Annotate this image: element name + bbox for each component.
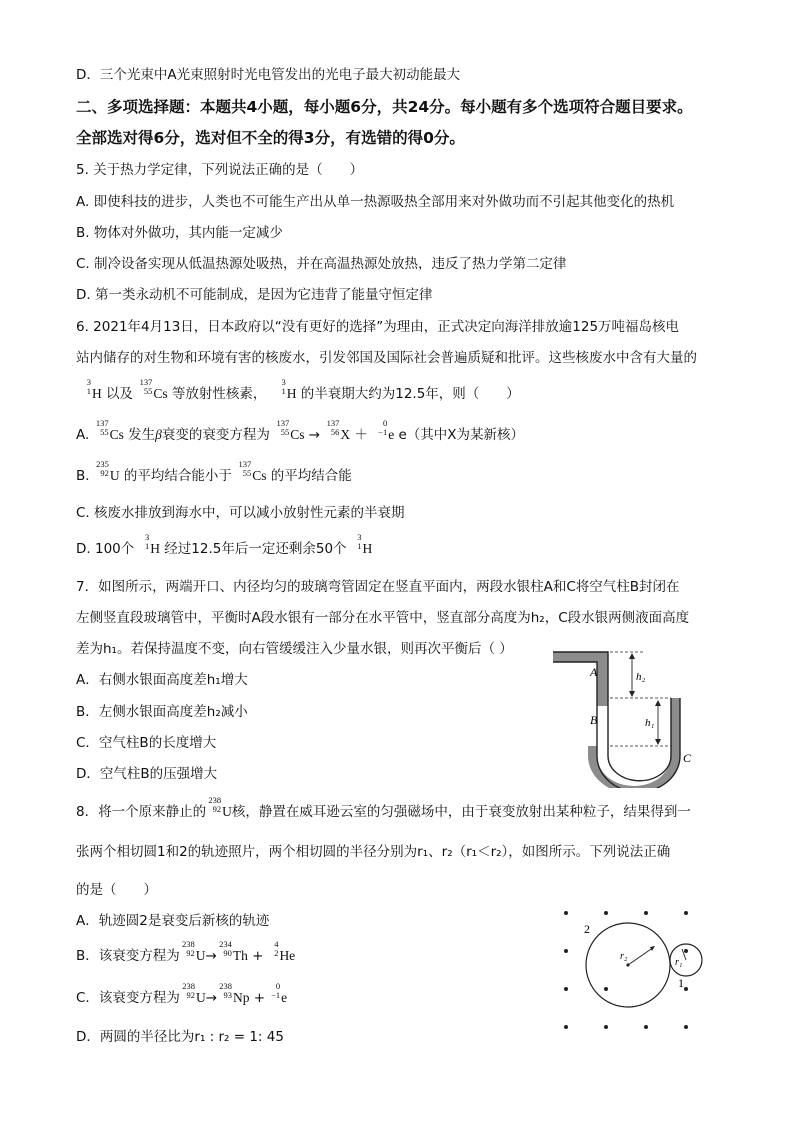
q8-stem-line2: 张两个相切圆1和2的轨迹照片，两个相切圆的半径分别为r₁、r₂（r₁＜r₂），如图所示。下列说法正确 bbox=[76, 844, 671, 860]
nuclide-h3: 3 1 H bbox=[145, 532, 160, 556]
label-h1: h₁ bbox=[645, 717, 655, 729]
mercury-column-c bbox=[588, 698, 680, 788]
label-c: C bbox=[683, 751, 692, 765]
q7-stem-line1: 7．如图所示，两端开口、内径均匀的玻璃弯管固定在竖直平面内，两段水银柱A和C将空气柱B封闭在 bbox=[76, 579, 680, 595]
q6-option-d: D. 100个 3 1 H 经过12.5年后一定还剩余50个 3 1 H bbox=[76, 532, 373, 557]
nuclide-th234: 234 90 Th bbox=[219, 939, 248, 963]
q5-option-d: D. 第一类永动机不可能制成，是因为它违背了能量守恒定律 bbox=[76, 287, 433, 303]
label-b: B bbox=[590, 713, 598, 727]
nuclide-u235: 235 92 U bbox=[96, 459, 120, 483]
q7-stem-line3: 差为h₁。若保持温度不变，向右管缓缓注入少量水银，则再次平衡后（ ） bbox=[76, 641, 513, 657]
section2-heading-line2: 全部选对得6分，选对但不全的得3分，有选错的得0分。 bbox=[76, 129, 465, 147]
nuclide-he4: 4 2 He bbox=[274, 939, 296, 963]
q5-stem: 5. 关于热力学定律，下列说法正确的是（ ） bbox=[76, 162, 364, 178]
label-r2: r₂ bbox=[620, 951, 628, 962]
section2-heading-line1: 二、多项选择题：本题共4小题，每小题6分，共24分。每小题有多个选项符合题目要求。 bbox=[76, 98, 693, 116]
q4-option-d: D．三个光束中A光束照射时光电管发出的光电子最大初动能最大 bbox=[76, 67, 461, 83]
q6-stem-line2: 站内储存的对生物和环境有害的核废水，引发邻国及国际社会普遍质疑和批评。这些核废水中含有大量的 bbox=[76, 350, 697, 366]
center-point bbox=[626, 963, 629, 966]
q6-option-c: C. 核废水排放到海水中，可以减小放射性元素的半衰期 bbox=[76, 505, 405, 521]
label-circle-2: 2 bbox=[584, 922, 590, 936]
q7-option-b: B．左侧水银面高度差h₂减小 bbox=[76, 704, 248, 720]
q6-stem-line1: 6. 2021年4月13日，日本政府以“没有更好的选择”为理由，正式决定向海洋排放逾125万吨福岛核电 bbox=[76, 319, 680, 335]
label-a: A bbox=[590, 665, 598, 679]
nuclide-h3: 3 1 H bbox=[357, 532, 373, 556]
q8-option-d: D．两圆的半径比为r₁ : r₂ = 1: 45 bbox=[76, 1029, 284, 1045]
nuclide-cs137: 137 55 Cs bbox=[276, 418, 305, 442]
mercury-column-a bbox=[553, 652, 608, 706]
nuclide-electron: 0 −1 e bbox=[378, 418, 395, 442]
nuclide-cs137: 137 55 Cs bbox=[238, 459, 267, 483]
q7-option-d: D．空气柱B的压强增大 bbox=[76, 766, 218, 782]
tube-outer-wall bbox=[553, 662, 680, 788]
u-tube-figure bbox=[550, 648, 700, 788]
label-h2: h₂ bbox=[636, 671, 646, 683]
q8-stem-line1: 8．将一个原来静止的 238 92 U核，静置在威耳逊云室的匀强磁场中，由于衰变放射出某种粒子，结果得到一 bbox=[76, 795, 691, 820]
nuclide-h3: 3 1 H bbox=[86, 377, 102, 401]
label-r1: r₁ bbox=[675, 957, 683, 968]
nuclide-electron: 0 −1 e bbox=[271, 981, 288, 1005]
q6-option-a: A. 137 55 Cs 发生β衰变的衰变方程为 137 55 Cs → 137 56 X ＋ 0 −1 e e（其中X为某新核） bbox=[76, 418, 525, 443]
nuclide-u238: 238 92 U bbox=[182, 981, 206, 1005]
q6-stem-line3: 3 1 H 以及 137 55 Cs 等放射性核素， 3 1 H 的半衰期大约为12.5年，则（ ） bbox=[86, 377, 520, 402]
q5-option-b: B. 物体对外做功，其内能一定减少 bbox=[76, 225, 283, 241]
q5-option-a: A. 即使科技的进步，人类也不可能生产出从单一热源吸热全部用来对外做功而不引起其他变化的热机 bbox=[76, 194, 675, 210]
q6-option-b: B. 235 92 U 的平均结合能小于 137 55 Cs 的平均结合能 bbox=[76, 459, 352, 484]
label-circle-1: 1 bbox=[678, 976, 684, 990]
radius-r2-arrowhead bbox=[650, 946, 655, 951]
q8-option-b: B．该衰变方程为 238 92 U→ 234 90 Th + 4 2 He bbox=[76, 939, 296, 964]
track-circles-figure bbox=[558, 905, 718, 1050]
q7-option-a: A．右侧水银面高度差h₁增大 bbox=[76, 672, 248, 688]
nuclide-np238: 238 93 Np bbox=[219, 981, 250, 1005]
nuclide-h3: 3 1 H bbox=[281, 377, 297, 401]
nuclide-u238: 238 92 U bbox=[182, 939, 206, 963]
radius-r2-line bbox=[628, 947, 654, 965]
nuclide-cs137: 137 55 Cs bbox=[139, 377, 168, 401]
q8-option-a: A．轨迹圆2是衰变后新核的轨迹 bbox=[76, 913, 270, 929]
nuclide-u238: 238 92 U bbox=[208, 795, 232, 819]
q5-option-c: C. 制冷设备实现从低温热源处吸热，并在高温热源处放热，违反了热力学第二定律 bbox=[76, 256, 567, 272]
nuclide-cs137: 137 55 Cs bbox=[95, 418, 124, 442]
q8-option-c: C．该衰变方程为 238 92 U→ 238 93 Np + 0 −1 e bbox=[76, 981, 288, 1006]
q7-stem-line2: 左侧竖直段玻璃管中，平衡时A段水银有一部分在水平管中，竖直部分高度为h₂，C段水银两侧液面高度 bbox=[76, 610, 690, 626]
q8-stem-line3: 的是（ ） bbox=[76, 882, 157, 898]
q7-option-c: C．空气柱B的长度增大 bbox=[76, 735, 217, 751]
nuclide-x137: 137 56 X bbox=[326, 418, 351, 442]
